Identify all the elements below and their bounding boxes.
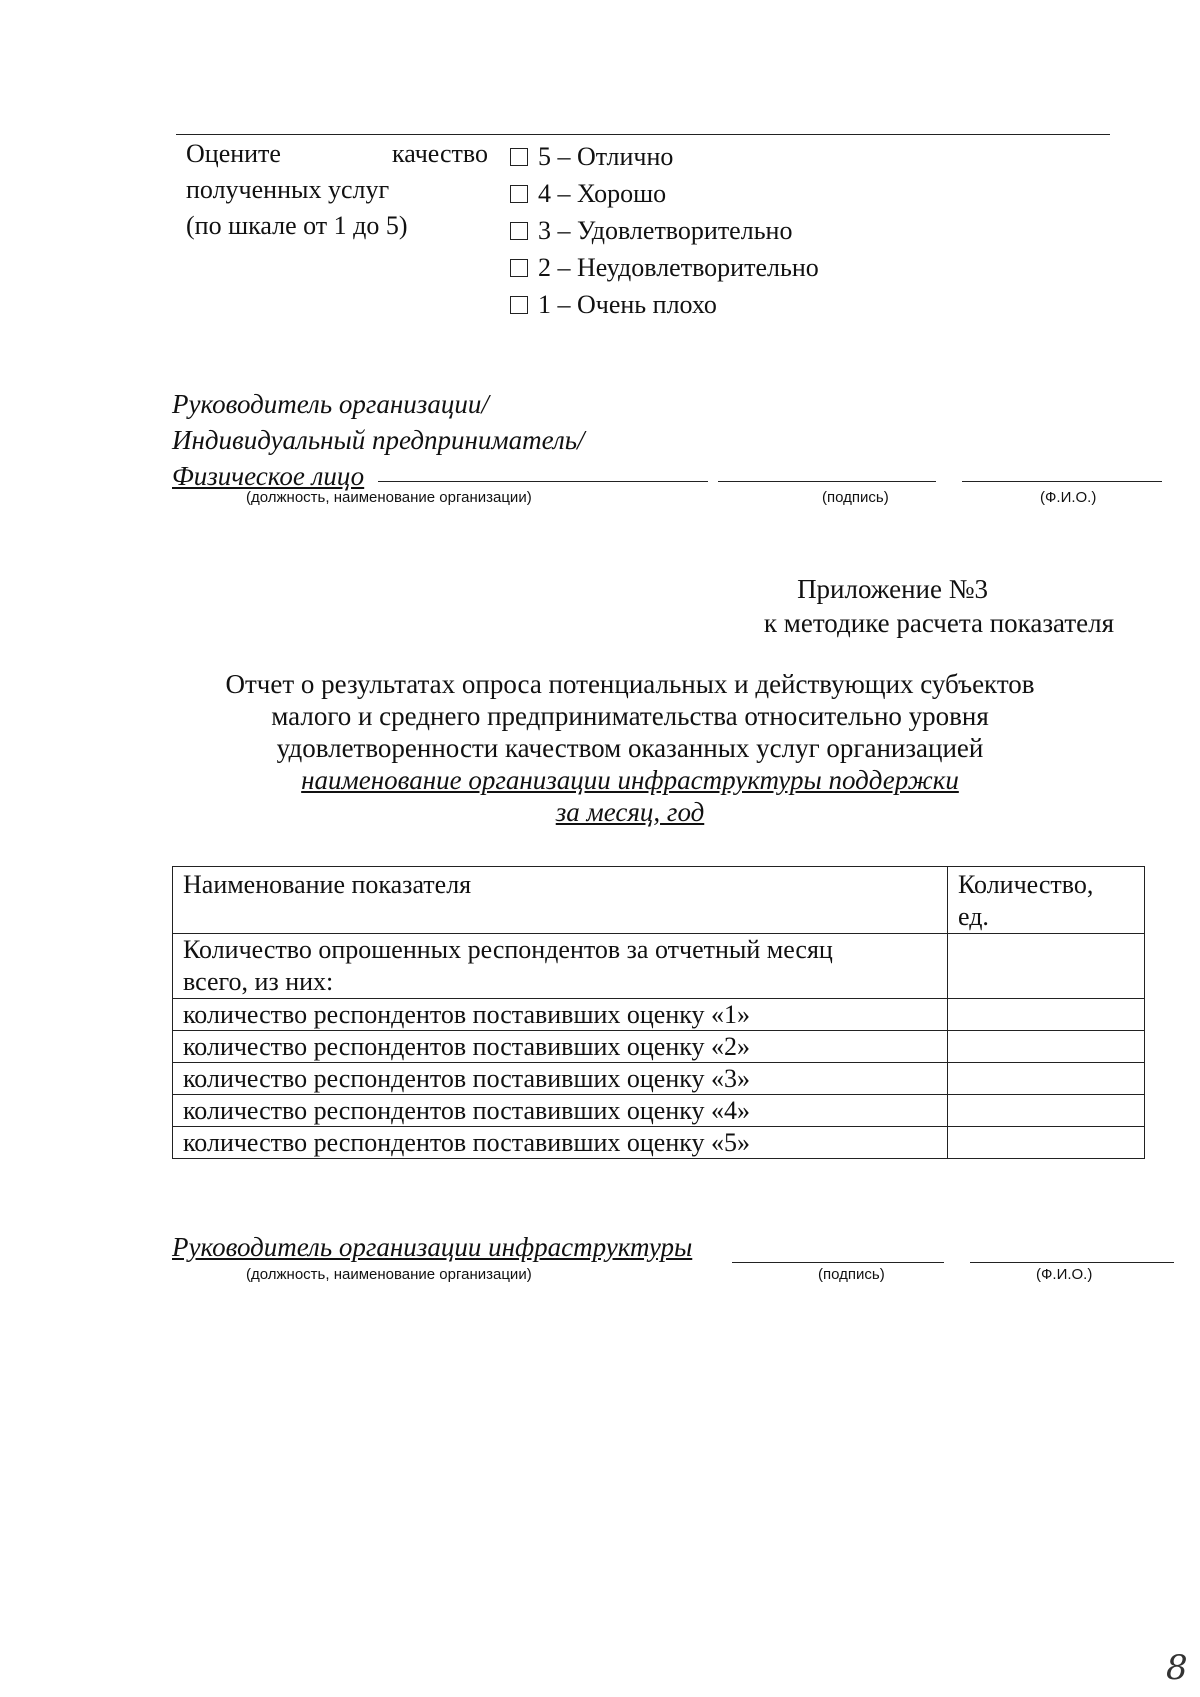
signature1-line2: Индивидуальный предприниматель/ — [172, 425, 585, 455]
signature2-caption-position: (должность, наименование организации) — [246, 1266, 532, 1283]
table-row — [173, 1063, 1145, 1095]
rating-option-1[interactable] — [510, 286, 819, 323]
table-row — [173, 934, 1145, 999]
signature1-role — [172, 386, 585, 494]
rating-options — [510, 138, 819, 323]
signature1-signature-line — [718, 481, 936, 482]
quantity-cell[interactable] — [948, 999, 1145, 1031]
signature1-line1: Руководитель организации/ — [172, 389, 489, 419]
row-label: количество респондентов поставивших оценку «2» — [173, 1031, 948, 1063]
report-line1: Отчет о результатах опроса потенциальных и действующих субъектов — [225, 669, 1035, 699]
rating-option-2[interactable] — [510, 249, 819, 286]
report-period-placeholder: за месяц, год — [555, 797, 705, 827]
checkbox-icon[interactable] — [510, 222, 528, 240]
table-row — [173, 999, 1145, 1031]
quantity-cell[interactable] — [948, 1063, 1145, 1095]
appendix-heading — [763, 572, 1114, 640]
table-row — [173, 1127, 1145, 1159]
quantity-cell[interactable] — [948, 1031, 1145, 1063]
row-label: количество респондентов поставивших оценку «4» — [173, 1095, 948, 1127]
checkbox-icon[interactable] — [510, 259, 528, 277]
row-label: количество респондентов поставивших оценку «1» — [173, 999, 948, 1031]
row-total-line2: всего, из них: — [183, 967, 334, 996]
checkbox-icon[interactable] — [510, 148, 528, 166]
row-label: количество респондентов поставивших оценку «3» — [173, 1063, 948, 1095]
signature1-line3: Физическое лицо — [172, 461, 365, 491]
report-org-placeholder: наименование организации инфраструктуры поддержки — [301, 765, 959, 795]
signature2-caption-signature: (подпись) — [818, 1266, 885, 1283]
rating-question-line3: (по шкале от 1 до 5) — [186, 211, 408, 240]
checkbox-icon[interactable] — [510, 296, 528, 314]
rating-option-label: 5 – Отлично — [538, 142, 674, 171]
rating-option-5[interactable] — [510, 138, 819, 175]
row-total-line1: Количество опрошенных респондентов за отчетный месяц — [183, 935, 833, 964]
table-header — [173, 867, 1145, 934]
report-line2: малого и среднего предпринимательства относительно уровня — [271, 701, 989, 731]
signature1-position-line — [378, 481, 708, 482]
rating-option-4[interactable] — [510, 175, 819, 212]
header-indicator-name: Наименование показателя — [173, 867, 948, 934]
rating-option-label: 3 – Удовлетворительно — [538, 216, 793, 245]
rating-option-3[interactable] — [510, 212, 819, 249]
page-number: 8 — [1166, 1648, 1188, 1688]
rating-question-word1: Оцените — [186, 139, 281, 168]
rating-option-label: 1 – Очень плохо — [538, 290, 717, 319]
quantity-cell[interactable] — [948, 1127, 1145, 1159]
header-quantity-line1: Количество, — [958, 870, 1094, 899]
rating-option-label: 2 – Неудовлетворительно — [538, 253, 819, 282]
signature1-caption-position: (должность, наименование организации) — [246, 489, 532, 506]
signature2-role: Руководитель организации инфраструктуры — [172, 1232, 693, 1262]
appendix-line1: Приложение №3 — [797, 574, 988, 604]
rating-question-word2: качество — [391, 139, 488, 168]
table-row — [173, 1095, 1145, 1127]
top-rule — [176, 134, 1110, 135]
rating-question-line2: полученных услуг — [186, 175, 390, 204]
signature1-caption-signature: (подпись) — [822, 489, 889, 506]
signature2-name-line — [970, 1262, 1174, 1263]
report-line3: удовлетворенности качеством оказанных услуг организацией — [276, 733, 984, 763]
quantity-cell[interactable] — [948, 1095, 1145, 1127]
header-quantity — [948, 867, 1145, 934]
row-total-label — [173, 934, 948, 999]
header-quantity-line2: ед. — [958, 902, 989, 931]
signature2-caption-name: (Ф.И.О.) — [1036, 1266, 1093, 1283]
checkbox-icon[interactable] — [510, 185, 528, 203]
table-row — [173, 1031, 1145, 1063]
signature1-name-line — [962, 481, 1162, 482]
quantity-cell[interactable] — [948, 934, 1145, 999]
row-label: количество респондентов поставивших оценку «5» — [173, 1127, 948, 1159]
rating-question — [186, 136, 488, 244]
report-title — [200, 668, 1060, 828]
signature2-signature-line — [732, 1262, 944, 1263]
indicators-table — [172, 866, 1145, 1159]
signature1-caption-name: (Ф.И.О.) — [1040, 489, 1097, 506]
appendix-line2: к методике расчета показателя — [763, 608, 1114, 638]
rating-option-label: 4 – Хорошо — [538, 179, 667, 208]
